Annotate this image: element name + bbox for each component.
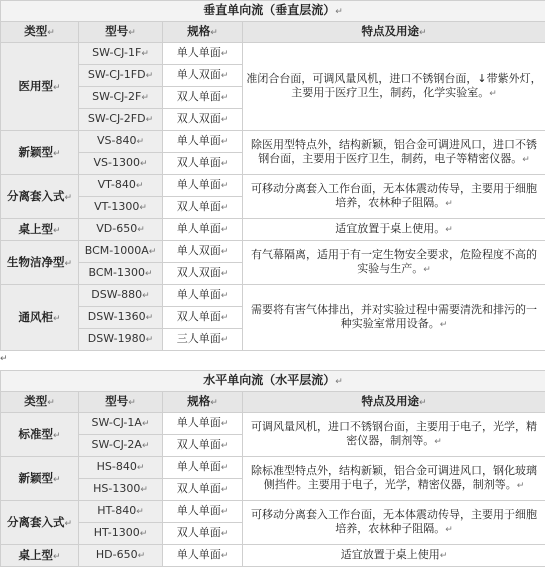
spec-cell-text: 单人双面 bbox=[177, 244, 221, 257]
paragraph-mark: ↵ bbox=[221, 181, 229, 191]
paragraph-mark: ↵ bbox=[522, 155, 530, 165]
model-cell-text: SW-CJ-2F bbox=[92, 90, 141, 103]
table-header-row bbox=[1, 22, 545, 43]
header-spec: 规格↵ bbox=[163, 22, 243, 43]
spec-cell bbox=[163, 307, 243, 329]
type-cell-text: 医用型 bbox=[18, 79, 53, 93]
features-cell-text: 需要将有害气体排出，并对实验过程中需要清洗和排污的一种实验室常用设备。 bbox=[251, 303, 537, 330]
spec-cell bbox=[163, 109, 243, 131]
model-cell-text: VD-650 bbox=[96, 222, 137, 235]
model-cell-text: VT-840 bbox=[98, 178, 136, 191]
paragraph-mark: ↵ bbox=[423, 265, 431, 275]
table-row bbox=[1, 285, 545, 307]
type-cell-text: 通风柜 bbox=[18, 310, 53, 324]
spec-cell-text: 双人单面 bbox=[177, 156, 221, 169]
paragraph-mark: ↵ bbox=[221, 313, 229, 323]
model-cell bbox=[79, 131, 163, 153]
type-cell bbox=[1, 175, 79, 219]
table-row bbox=[1, 501, 545, 523]
header-model: 型号↵ bbox=[79, 392, 163, 413]
spec-cell-text: 单人单面 bbox=[177, 222, 221, 235]
paragraph-mark: ↵ bbox=[64, 519, 72, 529]
table-row bbox=[1, 413, 545, 435]
paragraph-mark: ↵ bbox=[53, 149, 61, 159]
paragraph-mark: ↵ bbox=[141, 93, 149, 103]
paragraph-mark: ↵ bbox=[146, 335, 154, 345]
header-spec: 规格↵ bbox=[163, 392, 243, 413]
header-model: 型号↵ bbox=[79, 22, 163, 43]
paragraph-mark: ↵ bbox=[136, 181, 144, 191]
paragraph-mark: ↵ bbox=[221, 203, 229, 213]
model-cell bbox=[79, 219, 163, 241]
spec-cell-text: 单人单面 bbox=[177, 46, 221, 59]
spec-cell bbox=[163, 457, 243, 479]
paragraph-mark: ↵ bbox=[136, 507, 144, 517]
paragraph-mark: ↵ bbox=[221, 49, 229, 59]
features-cell bbox=[243, 131, 545, 175]
paragraph-mark: ↵ bbox=[146, 115, 154, 125]
model-cell bbox=[79, 413, 163, 435]
features-cell-text: 可调风量风机，进口不锈钢台面，主要用于电子，光学，精密仪器，制剂等。 bbox=[251, 420, 537, 447]
paragraph-mark: ↵ bbox=[142, 441, 150, 451]
paragraph-mark: ↵ bbox=[221, 463, 229, 473]
model-cell bbox=[79, 241, 163, 263]
features-cell-text: 适宜放置于桌上使用 bbox=[341, 548, 440, 561]
spec-cell bbox=[163, 153, 243, 175]
model-cell-text: SW-CJ-1FD bbox=[88, 68, 146, 81]
paragraph-mark: ↵ bbox=[140, 529, 148, 539]
model-cell bbox=[79, 457, 163, 479]
spec-cell bbox=[163, 329, 243, 351]
spec-cell bbox=[163, 263, 243, 285]
type-cell bbox=[1, 501, 79, 545]
paragraph-mark: ↵ bbox=[141, 49, 149, 59]
spec-cell-text: 单人单面 bbox=[177, 504, 221, 517]
model-cell bbox=[79, 307, 163, 329]
model-cell-text: VS-1300 bbox=[93, 156, 139, 169]
paragraph-mark: ↵ bbox=[221, 441, 229, 451]
paragraph-mark: ↵ bbox=[142, 419, 150, 429]
table-title: 垂直单向流（垂直层流）↵ bbox=[1, 1, 545, 22]
type-cell-text: 分离套入式 bbox=[7, 515, 65, 529]
type-cell-text: 标准型 bbox=[18, 427, 53, 441]
paragraph-mark: ↵ bbox=[221, 529, 229, 539]
spec-cell-text: 单人单面 bbox=[177, 416, 221, 429]
type-cell bbox=[1, 131, 79, 175]
paragraph-mark: ↵ bbox=[53, 431, 61, 441]
spec-cell bbox=[163, 43, 243, 65]
paragraph-mark: ↵ bbox=[53, 314, 61, 324]
spec-cell-text: 双人双面 bbox=[177, 112, 221, 125]
spec-cell bbox=[163, 413, 243, 435]
spec-cell-text: 单人单面 bbox=[177, 288, 221, 301]
table-title-row bbox=[1, 371, 545, 392]
paragraph-mark: ↵ bbox=[489, 89, 497, 99]
model-cell bbox=[79, 479, 163, 501]
model-cell bbox=[79, 65, 163, 87]
paragraph-mark: ↵ bbox=[140, 159, 148, 169]
model-cell bbox=[79, 109, 163, 131]
paragraph-mark: ↵ bbox=[53, 83, 61, 93]
paragraph-mark: ↵ bbox=[221, 551, 229, 561]
model-cell-text: HT-840 bbox=[97, 504, 136, 517]
paragraph-mark: ↵ bbox=[221, 485, 229, 495]
spec-cell bbox=[163, 479, 243, 501]
paragraph-mark: ↵ bbox=[139, 203, 147, 213]
paragraph-mark: ↵ bbox=[445, 225, 453, 235]
model-cell-text: DSW-1980 bbox=[88, 332, 146, 345]
table-row bbox=[1, 219, 545, 241]
table-row bbox=[1, 131, 545, 153]
model-cell bbox=[79, 87, 163, 109]
spec-cell bbox=[163, 175, 243, 197]
paragraph-mark: ↵ bbox=[136, 137, 144, 147]
model-cell-text: DSW-880 bbox=[91, 288, 142, 301]
spec-cell-text: 单人单面 bbox=[177, 134, 221, 147]
model-cell-text: SW-CJ-1F bbox=[92, 46, 141, 59]
paragraph-mark: ↵ bbox=[221, 137, 229, 147]
paragraph-mark: ↵ bbox=[221, 225, 229, 235]
model-cell-text: VS-840 bbox=[97, 134, 136, 147]
model-cell-text: DSW-1360 bbox=[88, 310, 146, 323]
spec-cell bbox=[163, 219, 243, 241]
model-cell bbox=[79, 501, 163, 523]
spec-cell bbox=[163, 65, 243, 87]
spec-cell-text: 双人单面 bbox=[177, 526, 221, 539]
paragraph-mark: ↵ bbox=[149, 247, 157, 257]
type-cell bbox=[1, 285, 79, 351]
model-cell bbox=[79, 175, 163, 197]
table-title-row bbox=[1, 1, 545, 22]
model-cell bbox=[79, 285, 163, 307]
paragraph-mark: ↵ bbox=[221, 93, 229, 103]
spec-cell-text: 双人单面 bbox=[177, 90, 221, 103]
spec-cell bbox=[163, 241, 243, 263]
horizontal-flow-table bbox=[0, 370, 545, 567]
spec-cell bbox=[163, 501, 243, 523]
spec-cell bbox=[163, 285, 243, 307]
model-cell-text: SW-CJ-2A bbox=[92, 438, 142, 451]
paragraph-mark: ↵ bbox=[517, 481, 525, 491]
paragraph-mark: ↵ bbox=[53, 475, 61, 485]
spec-cell bbox=[163, 523, 243, 545]
features-cell-text: 可移动分离套入工作台面，无本体震动传导，主要用于细胞培养，农林种子阻隔。 bbox=[251, 508, 537, 535]
table-row bbox=[1, 545, 545, 567]
type-cell bbox=[1, 219, 79, 241]
spec-cell-text: 单人单面 bbox=[177, 548, 221, 561]
model-cell-text: HS-840 bbox=[97, 460, 137, 473]
paragraph-mark: ↵ bbox=[145, 269, 153, 279]
model-cell-text: SW-CJ-2FD bbox=[88, 112, 146, 125]
features-cell bbox=[243, 413, 545, 457]
type-cell bbox=[1, 545, 79, 567]
model-cell-text: VT-1300 bbox=[94, 200, 139, 213]
model-cell-text: BCM-1000A bbox=[85, 244, 149, 257]
paragraph-mark: ↵ bbox=[137, 463, 145, 473]
model-cell bbox=[79, 43, 163, 65]
model-cell-text: HT-1300 bbox=[94, 526, 140, 539]
paragraph-mark: ↵ bbox=[221, 71, 229, 81]
type-cell bbox=[1, 43, 79, 131]
type-cell-text: 新颖型 bbox=[18, 145, 53, 159]
features-cell-text: 除标准型特点外，结构新颖，铝合金可调进风口，钢化玻璃侧挡件。主要用于电子，光学，精密仪器，制剂等。 bbox=[251, 464, 537, 491]
model-cell bbox=[79, 263, 163, 285]
paragraph-mark: ↵ bbox=[53, 552, 61, 562]
table-row bbox=[1, 457, 545, 479]
paragraph-mark: ↵ bbox=[53, 226, 61, 236]
type-cell-text: 分离套入式 bbox=[7, 189, 65, 203]
paragraph-mark: ↵ bbox=[146, 71, 154, 81]
header-type: 类型↵ bbox=[1, 392, 79, 413]
model-cell bbox=[79, 523, 163, 545]
spec-cell bbox=[163, 545, 243, 567]
spec-cell-text: 双人单面 bbox=[177, 200, 221, 213]
spec-cell-text: 双人双面 bbox=[177, 266, 221, 279]
header-features: 特点及用途↵ bbox=[243, 392, 545, 413]
model-cell-text: BCM-1300 bbox=[88, 266, 145, 279]
type-cell bbox=[1, 413, 79, 457]
paragraph-mark: ↵ bbox=[142, 291, 150, 301]
table-header-row bbox=[1, 392, 545, 413]
header-type: 类型↵ bbox=[1, 22, 79, 43]
model-cell-text: HD-650 bbox=[96, 548, 138, 561]
paragraph-mark: ↵ bbox=[445, 199, 453, 209]
features-cell-text: 准闭合台面，可调风量风机，进口不锈钢台面，↓带紫外灯，主要用于医疗卫生，制药，化学实验室。 bbox=[246, 72, 541, 99]
spec-cell bbox=[163, 435, 243, 457]
features-cell bbox=[243, 175, 545, 219]
model-cell bbox=[79, 545, 163, 567]
features-cell-text: 适宜放置于桌上使用。 bbox=[335, 222, 445, 235]
features-cell bbox=[243, 285, 545, 351]
spec-cell-text: 双人单面 bbox=[177, 482, 221, 495]
spec-cell bbox=[163, 87, 243, 109]
spec-cell-text: 单人单面 bbox=[177, 460, 221, 473]
paragraph-mark: ↵ bbox=[221, 115, 229, 125]
features-cell bbox=[243, 219, 545, 241]
features-cell-text: 除医用型特点外，结构新颖，铝合金可调进风口，进口不锈钢台面，主要用于医疗卫生，制药，电子等精密仪器。 bbox=[251, 138, 537, 165]
paragraph-mark: ↵ bbox=[434, 437, 442, 447]
table-row bbox=[1, 175, 545, 197]
paragraph-mark: ↵ bbox=[137, 225, 145, 235]
features-cell-text: 可移动分离套入工作台面，无本体震动传导，主要用于细胞培养，农林种子阻隔。 bbox=[251, 182, 537, 209]
paragraph-mark: ↵ bbox=[64, 193, 72, 203]
features-cell bbox=[243, 457, 545, 501]
paragraph-mark: ↵ bbox=[221, 419, 229, 429]
paragraph-mark: ↵ bbox=[221, 291, 229, 301]
model-cell-text: SW-CJ-1A bbox=[92, 416, 142, 429]
features-cell bbox=[243, 241, 545, 285]
features-cell-text: 有气幕隔离，适用于有一定生物安全要求，危险程度不高的实验与生产。 bbox=[251, 248, 537, 275]
spec-cell-text: 单人单面 bbox=[177, 178, 221, 191]
paragraph-mark: ↵ bbox=[146, 313, 154, 323]
paragraph-mark: ↵ bbox=[221, 269, 229, 279]
model-cell bbox=[79, 329, 163, 351]
header-features: 特点及用途↵ bbox=[243, 22, 545, 43]
paragraph-mark: ↵ bbox=[445, 525, 453, 535]
table-row bbox=[1, 43, 545, 65]
paragraph-mark: ↵ bbox=[221, 335, 229, 345]
type-cell-text: 桌上型 bbox=[18, 222, 53, 236]
spec-cell-text: 双人单面 bbox=[177, 310, 221, 323]
paragraph-mark: ↵ bbox=[64, 259, 72, 269]
spec-cell bbox=[163, 197, 243, 219]
model-cell bbox=[79, 197, 163, 219]
spec-cell-text: 双人单面 bbox=[177, 438, 221, 451]
table-title: 水平单向流（水平层流）↵ bbox=[1, 371, 545, 392]
paragraph-mark: ↵ bbox=[440, 551, 448, 561]
spec-cell bbox=[163, 131, 243, 153]
features-cell bbox=[243, 43, 545, 131]
type-cell-text: 桌上型 bbox=[18, 548, 53, 562]
paragraph-mark: ↵ bbox=[0, 354, 8, 364]
spec-cell-text: 三人单面 bbox=[177, 332, 221, 345]
model-cell-text: HS-1300 bbox=[93, 482, 140, 495]
spec-cell-text: 单人双面 bbox=[177, 68, 221, 81]
paragraph-mark: ↵ bbox=[140, 485, 148, 495]
paragraph-mark: ↵ bbox=[221, 159, 229, 169]
model-cell bbox=[79, 153, 163, 175]
paragraph-mark: ↵ bbox=[221, 247, 229, 257]
paragraph-mark: ↵ bbox=[138, 551, 146, 561]
type-cell-text: 新颖型 bbox=[18, 471, 53, 485]
features-cell bbox=[243, 501, 545, 545]
type-cell bbox=[1, 241, 79, 285]
table-row bbox=[1, 241, 545, 263]
type-cell bbox=[1, 457, 79, 501]
type-cell-text: 生物洁净型 bbox=[7, 255, 65, 269]
paragraph-mark: ↵ bbox=[440, 320, 448, 330]
paragraph-mark: ↵ bbox=[221, 507, 229, 517]
model-cell bbox=[79, 435, 163, 457]
features-cell bbox=[243, 545, 545, 567]
